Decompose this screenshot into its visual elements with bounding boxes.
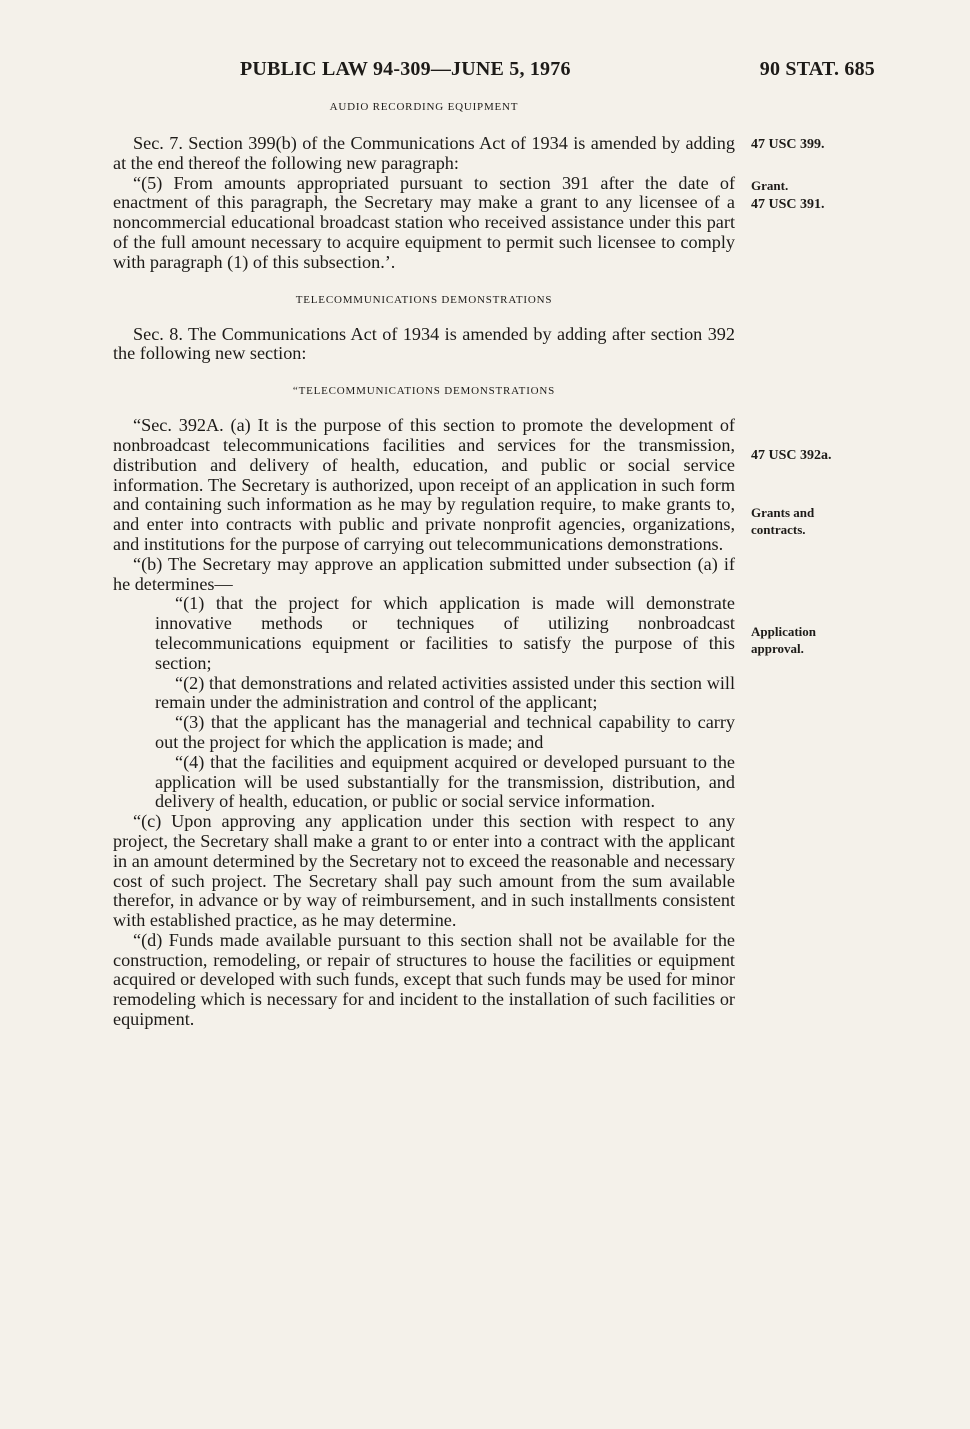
section-caption-audio: AUDIO RECORDING EQUIPMENT	[329, 101, 519, 113]
margin-note-usc399: 47 USC 399.	[751, 137, 825, 152]
margin-note-application-1: Application	[751, 624, 817, 639]
margin-note-grants-contracts-1: Grants and	[751, 505, 815, 520]
law-citation: PUBLIC LAW 94-309—JUNE 5, 1976	[240, 58, 571, 80]
section-caption-telecom-quoted: “TELECOMMUNICATIONS DEMONSTRATIONS	[292, 385, 556, 398]
margin-note-grants-contracts-2: contracts.	[751, 522, 806, 537]
margin-note-usc391: 47 USC 391.	[751, 197, 825, 212]
sec392a-b: “(b) The Secretary may approve an application submitted under subsection (a) if he determines—	[113, 553, 735, 594]
sec8-intro: Sec. 8. The Communications Act of 1934 is amended by adding after section 392 the following new section:	[113, 323, 735, 364]
b-item-3: “(3) that the applicant has the managerial and technical capability to carry out the project for which the application is made; and	[155, 712, 735, 752]
margin-note-application-2: approval.	[751, 641, 804, 656]
sec7-paragraph-5: “(5) From amounts appropriated pursuant to section 391 after the date of enactment of this paragraph, the Secretary may make a grant to any licensee of a noncommercial educational broadcast station who received assistance under this part of the full amount necessary to acquire equipment to permit such licensee to comply with paragraph (1) of this subsection.’.	[113, 172, 735, 272]
b-item-4: “(4) that the facilities and equipment acquired or developed pursuant to the application will be used substantially for the transmission, distribution, and delivery of health, education, or public or social service information.	[155, 751, 735, 812]
stat-page-number: 90 STAT. 685	[759, 58, 875, 80]
b-item-1: “(1) that the project for which application is made will demonstrate innovative methods or techniques of utilizing nonbroadcast telecommunications equipment or facilities to satisfy the purpose of this section;	[155, 593, 735, 673]
sec392a-d: “(d) Funds made available pursuant to this section shall not be available for the construction, remodeling, or repair of structures to house the facilities or equipment acquired or developed with such funds, except that such funds may be used for minor remodeling which is necessary for and incident to the installation of such facilities or equipment.	[113, 929, 735, 1030]
b-item-2: “(2) that demonstrations and related activities assisted under this section will remain under the administration and control of the applicant;	[155, 672, 735, 713]
sec392a-a: “Sec. 392A. (a) It is the purpose of this section to promote the development of nonbroadcast telecommunications facilities and services for the transmission, distribution and delivery of health, education, and public or social service information. The Secretary is authorized, upon receipt of an application in such form and containing such information as he may by regulation require, to make grants to, and enter into contracts with public and private nonprofit agencies, organizations, and institutions for the purpose of carrying out telecommunications demonstrations.	[113, 415, 735, 554]
sec392a-c: “(c) Upon approving any application under this section with respect to any project, the Secretary shall make a grant to or enter into a contract with the applicant in an amount determined by the Secretary not to exceed the reasonable and necessary cost of such project. The Secretary shall pay such amount from the sum available therefor, in advance or by way of reimbursement, and in such installments consistent with established practice, as he may determine.	[113, 811, 735, 931]
body-text	[113, 100, 735, 1030]
margin-note-usc392a: 47 USC 392a.	[751, 448, 832, 463]
sec7-intro: Sec. 7. Section 399(b) of the Communications Act of 1934 is amended by adding at the end thereof the following new paragraph:	[113, 133, 735, 173]
section-caption-telecom: TELECOMMUNICATIONS DEMONSTRATIONS	[295, 293, 553, 306]
margin-note-grant: Grant.	[751, 178, 789, 193]
